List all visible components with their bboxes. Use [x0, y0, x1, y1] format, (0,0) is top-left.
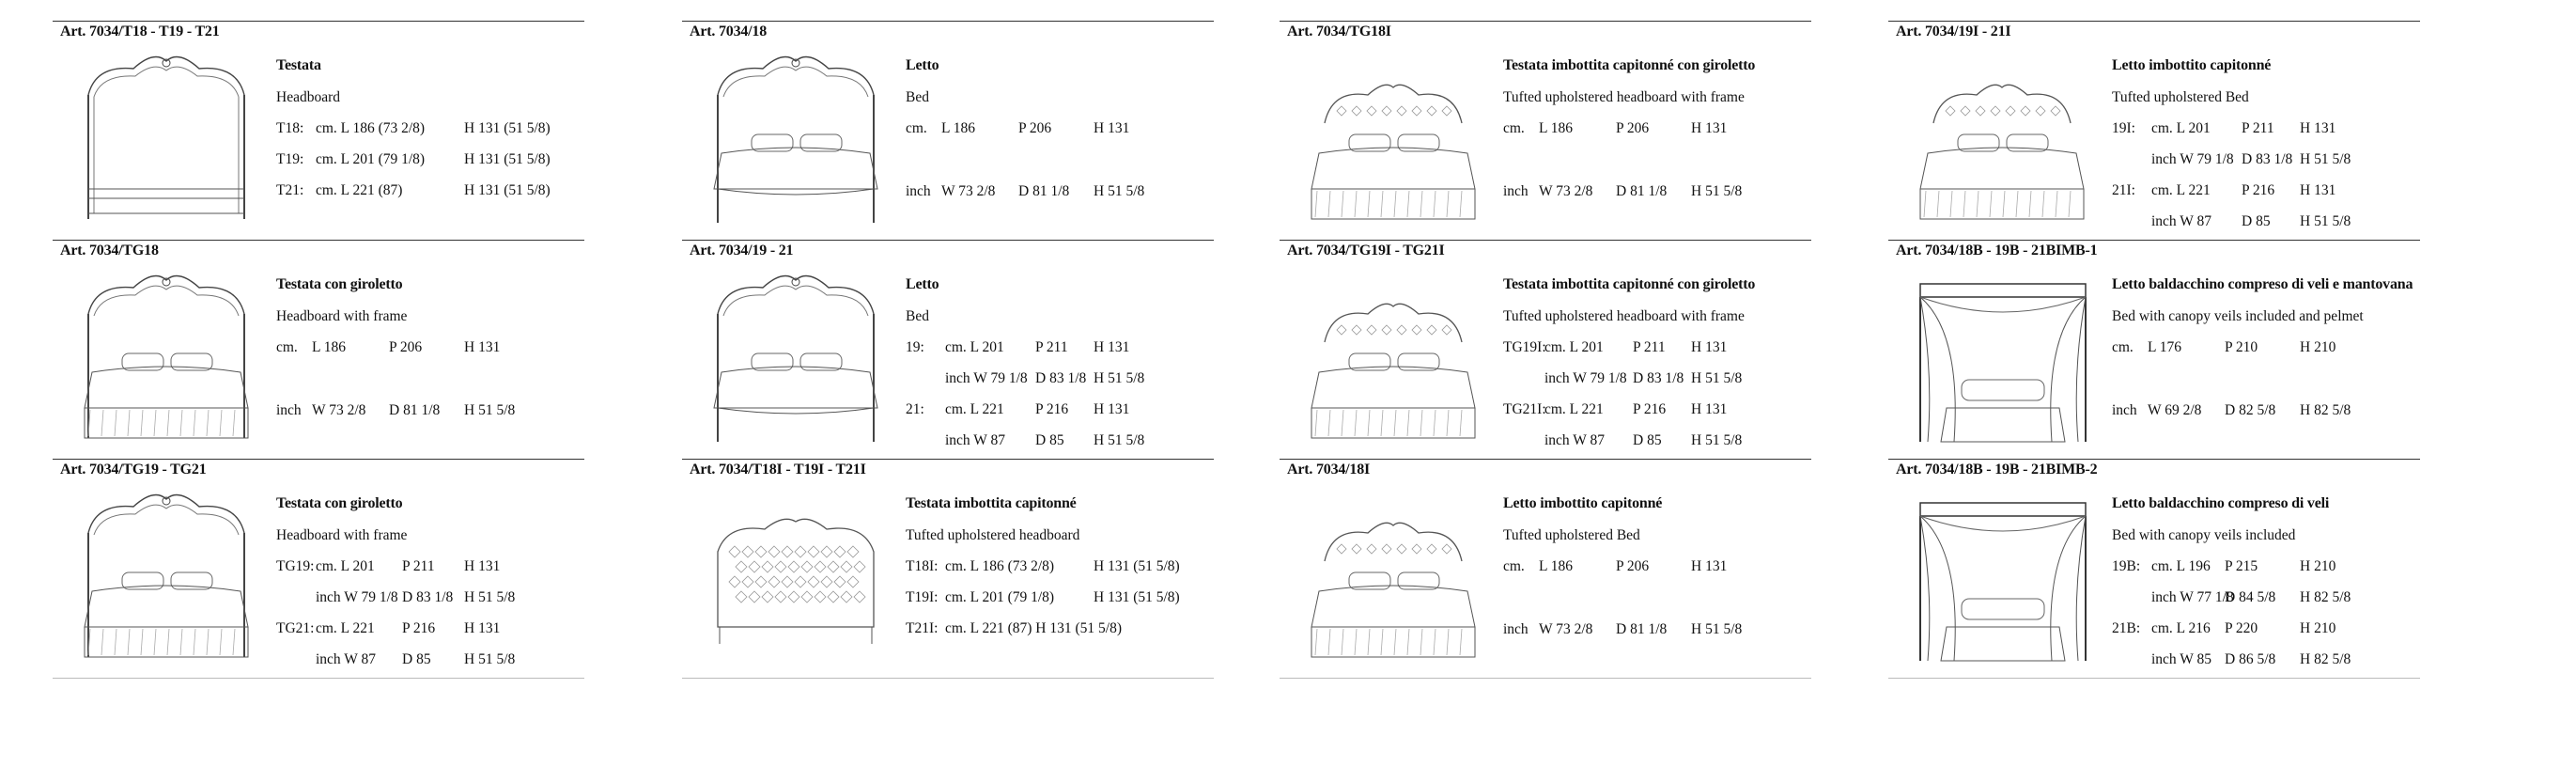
dimension-row: [1503, 370, 1809, 401]
product-title: Letto: [906, 276, 939, 292]
dimension-value: cm. L 216: [2151, 620, 2211, 636]
product-title: Testata imbottita capitonné con giroletto: [1503, 57, 1756, 73]
dimension-value: cm. L 201 (79 1/8): [316, 151, 426, 167]
dimension-value: H 131 (51 5/8): [1094, 558, 1180, 574]
dimension-value: H 131: [1691, 401, 1728, 417]
product-info: [1503, 276, 1809, 463]
product-subtitle: Bed: [906, 308, 929, 324]
catalog-entry: [1888, 240, 2420, 459]
dimension-value: T19:: [276, 151, 304, 167]
article-code: Art. 7034/18B - 19B - 21BIMB-1: [1896, 243, 2098, 258]
dimension-value: cm. L 201: [316, 558, 375, 574]
dimension-value: 19:: [906, 339, 924, 355]
dimension-value: T21I:: [906, 620, 939, 636]
dimension-value: H 131 (51 5/8): [464, 120, 551, 136]
article-code: Art. 7034/TG19 - TG21: [60, 462, 207, 477]
bed-with-frame-icon: [60, 267, 272, 451]
dimension-value: H 82 5/8: [2300, 589, 2351, 605]
dimension-value: W 73 2/8: [1539, 621, 1593, 637]
dimension-value: D 85: [402, 651, 431, 667]
bed-icon: [690, 267, 902, 451]
dimension-value: H 51 5/8: [1691, 621, 1743, 637]
catalog-entry: [1280, 459, 1811, 679]
dimension-row: [2112, 339, 2418, 370]
dimension-value: inch W 87: [2151, 213, 2212, 229]
dimension-value: cm.: [906, 120, 927, 136]
product-subtitle: Tufted upholstered Bed: [2112, 89, 2249, 105]
dimension-row: [906, 620, 1212, 651]
dimension-value: D 84 5/8: [2225, 589, 2276, 605]
dimension-value: P 206: [1616, 558, 1650, 574]
dimension-value: 19B:: [2112, 558, 2141, 574]
dimension-value: H 51 5/8: [464, 402, 516, 418]
dimension-row: [906, 370, 1212, 401]
dimension-value: H 131: [1691, 339, 1728, 355]
catalog-entry: [1888, 21, 2420, 240]
dimension-row: [1503, 339, 1809, 370]
dimension-value: inch W 77 1/8: [2151, 589, 2234, 605]
dimension-value: H 51 5/8: [464, 589, 516, 605]
spacer: [2112, 370, 2418, 402]
dimension-row: [906, 339, 1212, 370]
product-title: Testata imbottita capitonné con giroletto: [1503, 276, 1756, 292]
canopy-bed-icon: [1896, 267, 2108, 451]
dimension-row: [2112, 182, 2418, 213]
catalog-column: [1888, 21, 2420, 679]
dimension-row: [2112, 589, 2418, 620]
article-code: Art. 7034/TG18I: [1287, 23, 1391, 39]
dimension-value: H 51 5/8: [1691, 183, 1743, 199]
dimension-value: P 206: [389, 339, 423, 355]
dimension-value: H 131: [464, 339, 501, 355]
dimension-value: H 51 5/8: [1094, 183, 1145, 199]
dimension-row: [2112, 402, 2418, 433]
tufted-bed-icon: [1287, 267, 1499, 451]
product-title: Testata: [276, 57, 321, 73]
product-title: Letto imbottito capitonné: [2112, 57, 2272, 73]
dimension-value: T19I:: [906, 589, 939, 605]
dimension-row: [276, 182, 582, 213]
dimension-value: D 83 1/8: [1035, 370, 1087, 386]
dimension-value: P 216: [1633, 401, 1667, 417]
dimension-value: cm. L 201 (79 1/8): [945, 589, 1055, 605]
product-subtitle: Bed: [906, 89, 929, 105]
product-info: [2112, 57, 2418, 244]
dimension-value: D 85: [2242, 213, 2271, 229]
dimension-value: L 186: [941, 120, 976, 136]
product-info: [276, 57, 582, 213]
dimension-value: H 131: [1094, 339, 1130, 355]
dimension-row: [276, 558, 582, 589]
dimension-value: inch W 79 1/8: [316, 589, 398, 605]
product-info: [906, 276, 1212, 463]
dimension-value: 21I:: [2112, 182, 2135, 198]
dimension-value: TG21:: [276, 620, 315, 636]
dimension-value: H 131: [1094, 120, 1130, 136]
catalog-entry: [1888, 459, 2420, 679]
dimension-value: P 216: [402, 620, 436, 636]
dimension-value: TG21I:: [1503, 401, 1546, 417]
dimension-value: H 51 5/8: [1691, 370, 1743, 386]
dimension-value: cm. L 201: [945, 339, 1004, 355]
tufted-bed-icon: [1896, 48, 2108, 232]
dimension-value: P 206: [1616, 120, 1650, 136]
dimension-value: D 85: [1633, 432, 1662, 448]
dimension-value: D 81 1/8: [389, 402, 441, 418]
dimension-row: [276, 589, 582, 620]
dimension-value: T21:: [276, 182, 304, 198]
tufted-bed-icon: [1287, 486, 1499, 670]
dimension-value: cm. L 186 (73 2/8): [316, 120, 426, 136]
dimension-value: cm. L 221 (87): [316, 182, 403, 198]
dimension-value: D 86 5/8: [2225, 651, 2276, 667]
headboard-icon: [60, 48, 272, 232]
dimension-value: 21:: [906, 401, 924, 417]
dimension-value: inch: [276, 402, 302, 418]
dimension-value: L 176: [2148, 339, 2182, 355]
product-title: Letto imbottito capitonné: [1503, 495, 1663, 511]
catalog-entry: [53, 21, 584, 240]
product-title: Testata con giroletto: [276, 276, 403, 292]
dimension-row: [906, 183, 1212, 214]
dimension-row: [1503, 558, 1809, 589]
article-code: Art. 7034/T18I - T19I - T21I: [690, 462, 866, 477]
dimension-row: [906, 589, 1212, 620]
dimension-value: L 186: [1539, 120, 1574, 136]
product-subtitle: Headboard with frame: [276, 527, 408, 543]
article-code: Art. 7034/19I - 21I: [1896, 23, 2011, 39]
dimension-value: P 210: [2225, 339, 2258, 355]
dimension-value: P 216: [2242, 182, 2275, 198]
product-subtitle: Tufted upholstered Bed: [1503, 527, 1640, 543]
dimension-value: P 206: [1018, 120, 1052, 136]
dimension-value: W 69 2/8: [2148, 402, 2202, 418]
dimension-value: H 51 5/8: [2300, 213, 2351, 229]
dimension-value: H 131: [1094, 401, 1130, 417]
dimension-row: [1503, 401, 1809, 432]
article-code: Art. 7034/TG18: [60, 243, 159, 258]
product-title: Letto: [906, 57, 939, 73]
dimension-value: D 81 1/8: [1616, 183, 1668, 199]
product-info: [1503, 495, 1809, 652]
dimension-value: D 81 1/8: [1018, 183, 1070, 199]
product-info: [2112, 495, 2418, 682]
dimension-row: [2112, 558, 2418, 589]
dimension-value: cm. L 221: [1544, 401, 1604, 417]
dimension-row: [1503, 183, 1809, 214]
dimension-value: H 51 5/8: [1094, 370, 1145, 386]
dimension-value: W 73 2/8: [312, 402, 366, 418]
dimension-value: P 216: [1035, 401, 1069, 417]
dimension-value: W 73 2/8: [1539, 183, 1593, 199]
catalog-entry: [682, 21, 1214, 240]
catalog-column: [53, 21, 584, 679]
product-subtitle: Headboard with frame: [276, 308, 408, 324]
dimension-value: P 211: [2242, 120, 2274, 136]
dimension-value: inch W 87: [1544, 432, 1606, 448]
product-title: Letto baldacchino compreso di veli: [2112, 495, 2330, 511]
dimension-row: [906, 120, 1212, 151]
dimension-value: cm.: [276, 339, 298, 355]
article-code: Art. 7034/18: [690, 23, 768, 39]
dimension-row: [2112, 151, 2418, 182]
product-info: [276, 495, 582, 682]
dimension-value: H 131 (51 5/8): [464, 151, 551, 167]
dimension-row: [276, 402, 582, 433]
dimension-value: cm. L 221: [945, 401, 1004, 417]
catalog-column: [1280, 21, 1811, 679]
dimension-value: D 85: [1035, 432, 1064, 448]
dimension-value: cm. L 186 (73 2/8): [945, 558, 1055, 574]
dimension-value: D 81 1/8: [1616, 621, 1668, 637]
dimension-value: H 210: [2300, 558, 2336, 574]
dimension-row: [276, 339, 582, 370]
dimension-value: H 51 5/8: [1691, 432, 1743, 448]
dimension-row: [276, 151, 582, 182]
dimension-value: H 131: [2300, 182, 2336, 198]
dimension-row: [276, 620, 582, 651]
tufted-bed-icon: [1287, 48, 1499, 232]
bed-with-frame-icon: [60, 486, 272, 670]
dimension-value: cm.: [1503, 558, 1525, 574]
article-code: Art. 7034/18I: [1287, 462, 1371, 477]
dimension-value: cm. L 221 (87) H 131 (51 5/8): [945, 620, 1122, 636]
dimension-value: cm.: [1503, 120, 1525, 136]
dimension-value: D 83 1/8: [1633, 370, 1684, 386]
dimension-value: inch: [1503, 621, 1529, 637]
dimension-value: inch W 87: [316, 651, 377, 667]
dimension-value: H 131 (51 5/8): [1094, 589, 1180, 605]
dimension-value: inch W 79 1/8: [945, 370, 1028, 386]
dimension-value: inch: [1503, 183, 1529, 199]
dimension-row: [1503, 120, 1809, 151]
catalog-entry: [1280, 21, 1811, 240]
product-info: [906, 57, 1212, 214]
dimension-row: [2112, 120, 2418, 151]
tufted-headboard-icon: [690, 486, 902, 670]
product-subtitle: Tufted upholstered headboard with frame: [1503, 89, 1745, 105]
spacer: [276, 370, 582, 402]
dimension-value: cm. L 201: [2151, 120, 2211, 136]
product-subtitle: Headboard: [276, 89, 340, 105]
dimension-value: H 131: [1691, 558, 1728, 574]
dimension-value: H 82 5/8: [2300, 402, 2351, 418]
dimension-value: P 215: [2225, 558, 2258, 574]
product-info: [906, 495, 1212, 651]
dimension-value: cm. L 196: [2151, 558, 2211, 574]
dimension-row: [906, 401, 1212, 432]
article-code: Art. 7034/TG19I - TG21I: [1287, 243, 1445, 258]
dimension-value: H 51 5/8: [464, 651, 516, 667]
catalog-entry: [682, 459, 1214, 679]
dimension-value: L 186: [312, 339, 347, 355]
dimension-value: cm. L 221: [316, 620, 375, 636]
bed-icon: [690, 48, 902, 232]
product-title: Testata con giroletto: [276, 495, 403, 511]
product-title: Letto baldacchino compreso di veli e mantovana: [2112, 276, 2413, 292]
dimension-row: [1503, 621, 1809, 652]
catalog-column: [682, 21, 1214, 679]
dimension-value: inch: [2112, 402, 2137, 418]
dimension-value: T18:: [276, 120, 304, 136]
dimension-value: H 210: [2300, 339, 2336, 355]
canopy-bed-icon: [1896, 486, 2108, 670]
dimension-value: inch W 79 1/8: [1544, 370, 1627, 386]
product-subtitle: Bed with canopy veils included: [2112, 527, 2296, 543]
dimension-value: D 83 1/8: [2242, 151, 2293, 167]
spacer: [1503, 151, 1809, 183]
article-code: Art. 7034/18B - 19B - 21BIMB-2: [1896, 462, 2098, 477]
dimension-value: W 73 2/8: [941, 183, 996, 199]
dimension-row: [276, 120, 582, 151]
dimension-value: inch W 85: [2151, 651, 2212, 667]
spacer: [1503, 589, 1809, 621]
dimension-value: T18I:: [906, 558, 939, 574]
dimension-value: P 211: [402, 558, 435, 574]
dimension-value: L 186: [1539, 558, 1574, 574]
dimension-value: P 211: [1633, 339, 1666, 355]
dimension-value: inch W 87: [945, 432, 1006, 448]
product-title: Testata imbottita capitonné: [906, 495, 1077, 511]
catalog-entry: [1280, 240, 1811, 459]
dimension-value: cm. L 221: [2151, 182, 2211, 198]
product-info: [276, 276, 582, 433]
dimension-value: H 131: [2300, 120, 2336, 136]
catalog-entry: [53, 240, 584, 459]
dimension-value: H 82 5/8: [2300, 651, 2351, 667]
dimension-value: 21B:: [2112, 620, 2141, 636]
dimension-value: P 220: [2225, 620, 2258, 636]
dimension-value: inch: [906, 183, 931, 199]
article-code: Art. 7034/T18 - T19 - T21: [60, 23, 220, 39]
dimension-value: TG19I:: [1503, 339, 1546, 355]
catalog-entry: [53, 459, 584, 679]
product-info: [2112, 276, 2418, 433]
product-subtitle: Bed with canopy veils included and pelmet: [2112, 308, 2364, 324]
dimension-value: H 131: [464, 558, 501, 574]
product-info: [1503, 57, 1809, 214]
dimension-value: P 211: [1035, 339, 1068, 355]
dimension-value: cm. L 201: [1544, 339, 1604, 355]
spacer: [906, 151, 1212, 183]
dimension-row: [2112, 651, 2418, 682]
dimension-row: [906, 558, 1212, 589]
dimension-value: H 131: [464, 620, 501, 636]
dimension-value: H 210: [2300, 620, 2336, 636]
dimension-value: TG19:: [276, 558, 315, 574]
dimension-value: H 51 5/8: [1094, 432, 1145, 448]
dimension-value: inch W 79 1/8: [2151, 151, 2234, 167]
dimension-value: D 83 1/8: [402, 589, 454, 605]
dimension-value: 19I:: [2112, 120, 2135, 136]
catalog-entry: [682, 240, 1214, 459]
dimension-value: H 131: [1691, 120, 1728, 136]
dimension-row: [2112, 620, 2418, 651]
dimension-value: H 51 5/8: [2300, 151, 2351, 167]
dimension-value: D 82 5/8: [2225, 402, 2276, 418]
article-code: Art. 7034/19 - 21: [690, 243, 794, 258]
dimension-value: H 131 (51 5/8): [464, 182, 551, 198]
product-subtitle: Tufted upholstered headboard: [906, 527, 1080, 543]
product-subtitle: Tufted upholstered headboard with frame: [1503, 308, 1745, 324]
dimension-value: cm.: [2112, 339, 2134, 355]
dimension-row: [276, 651, 582, 682]
